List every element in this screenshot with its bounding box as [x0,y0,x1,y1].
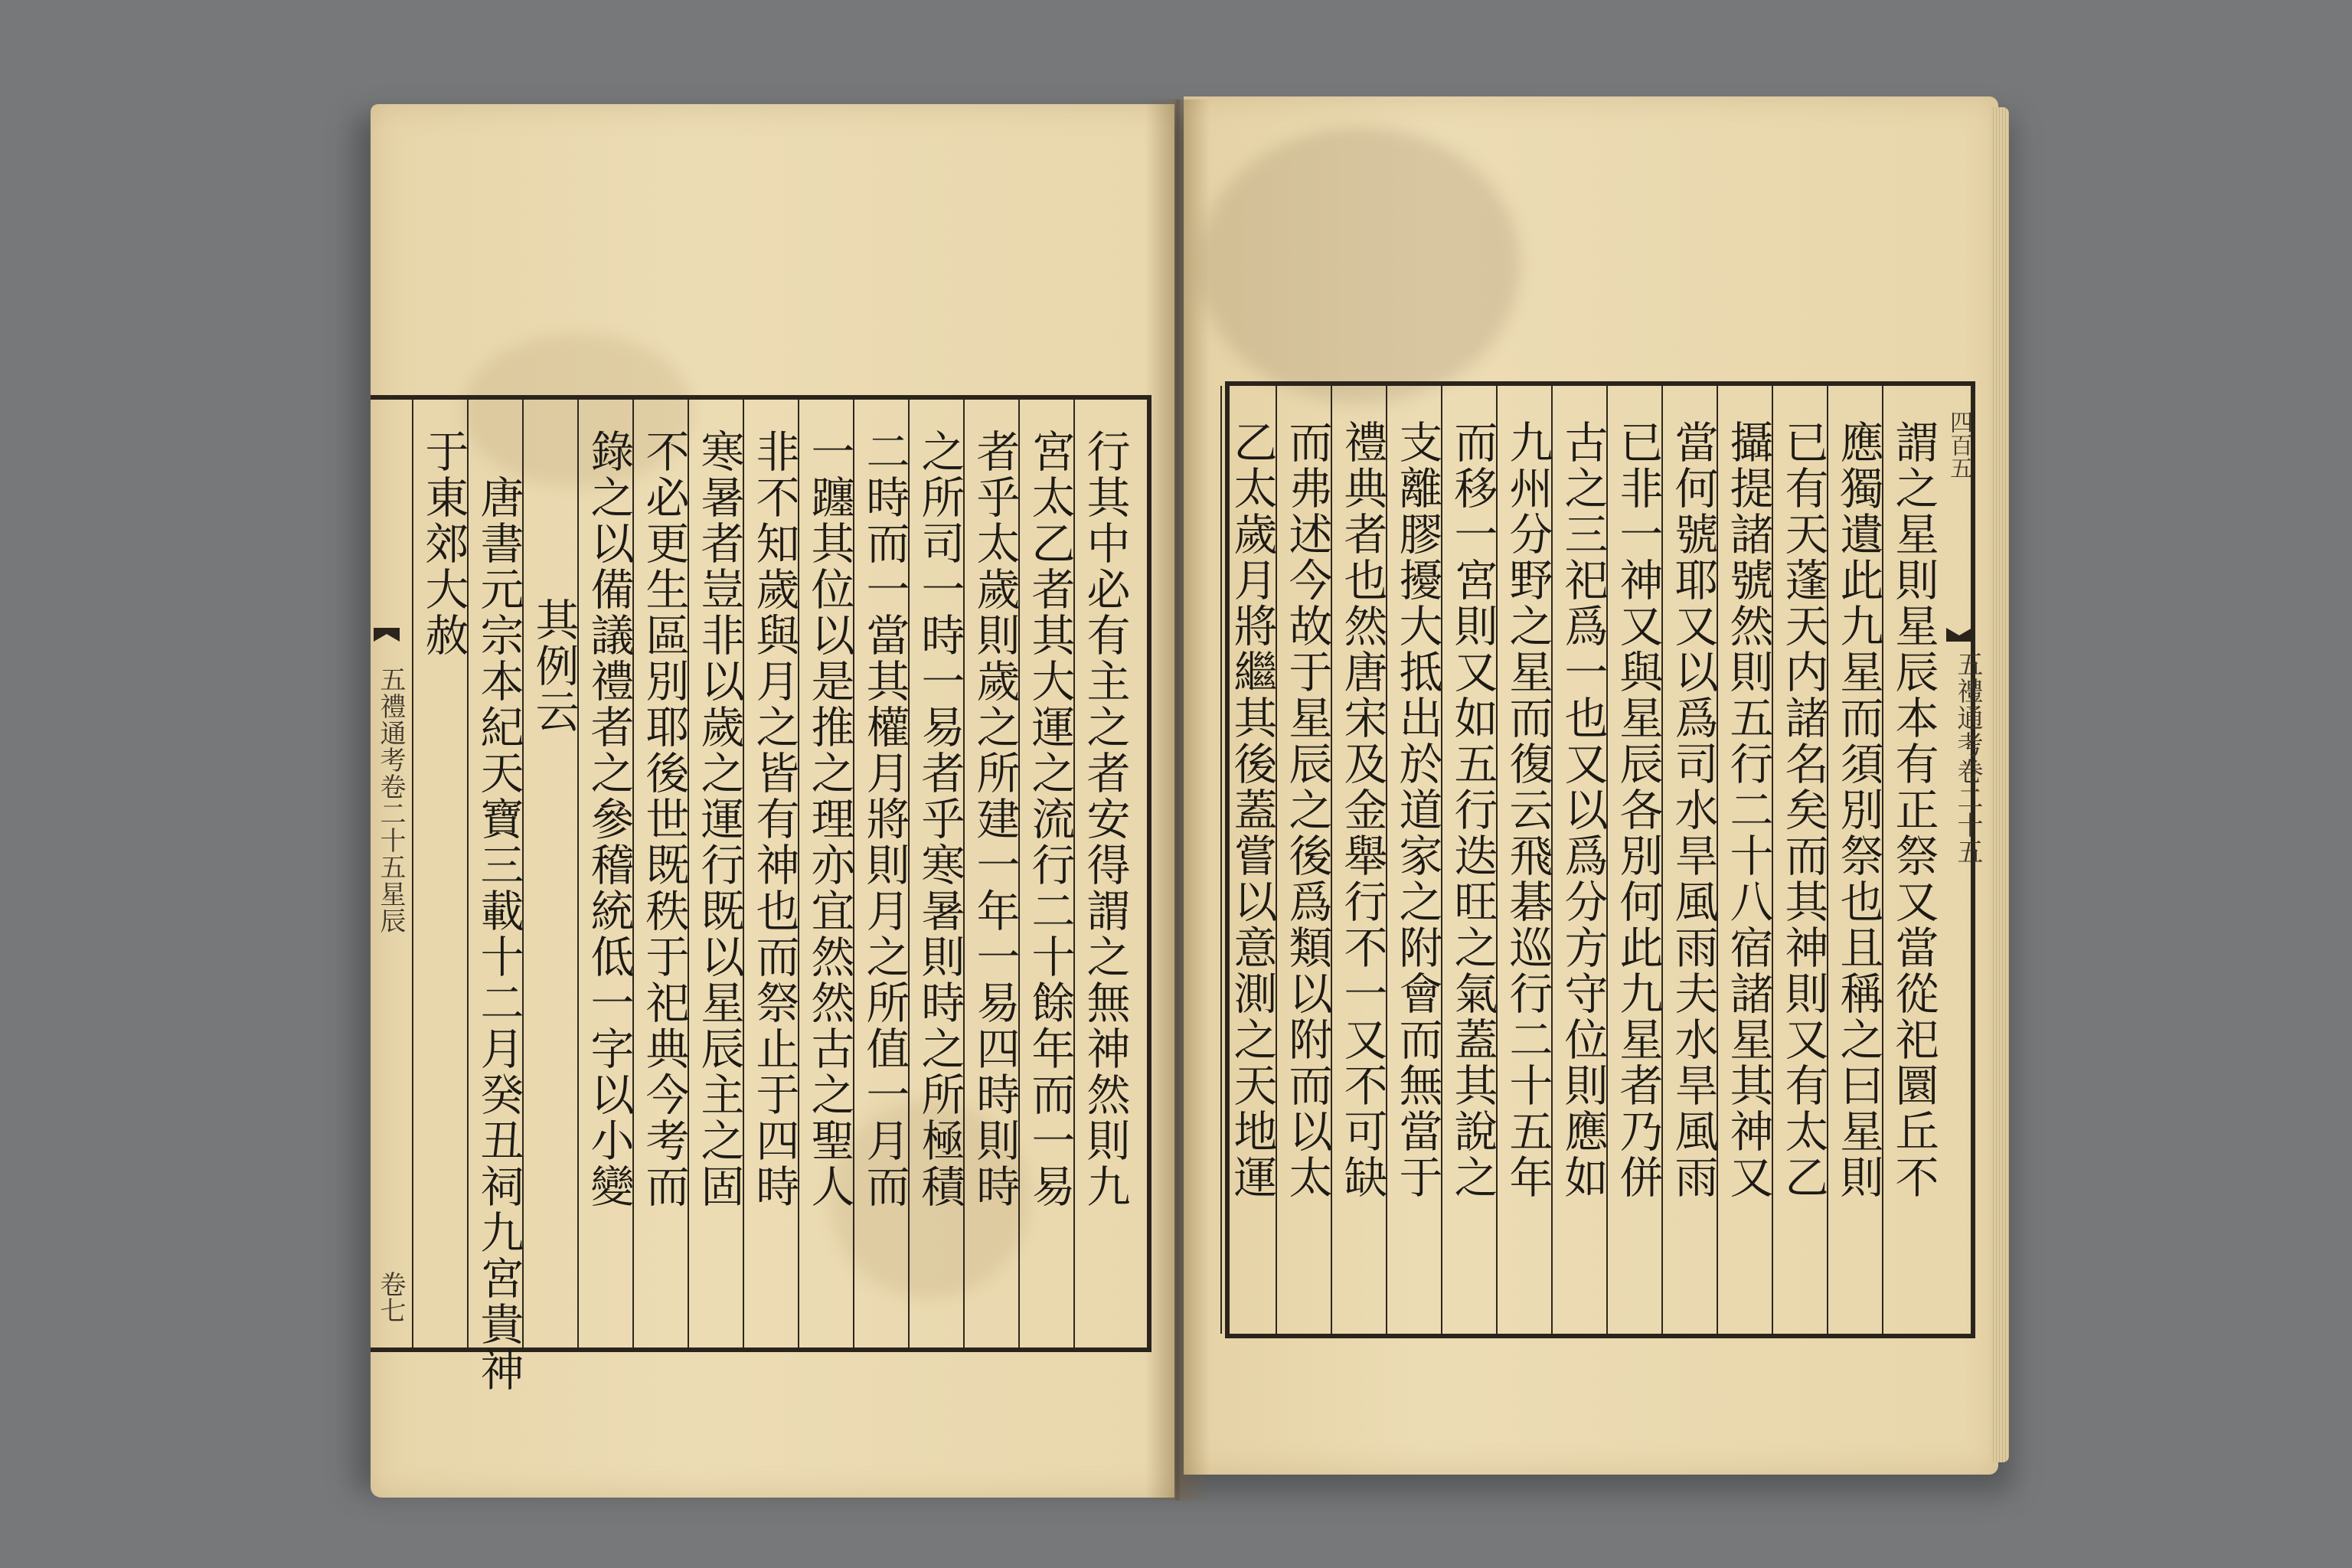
right-column-rule [1220,386,1222,1334]
left-text-column: 唐書元宗本紀天寶三載十二月癸丑祠九宮貴神 [473,475,524,1393]
right-spine-title: 五禮通考卷二十五 [1952,651,1983,865]
paper-stain [1199,127,1521,403]
left-text-column: 宮太乙者其大運之流行二十餘年而一易 [1024,429,1075,1210]
right-text-column: 應獨遺此九星而須別祭也且稱之曰星則 [1833,420,1883,1200]
book-gutter [1145,100,1210,1501]
left-column-rule [412,400,413,1348]
left-text-column: 行其中必有主之者安得謂之無神然則九 [1080,429,1130,1210]
left-text-column: 二時而一當其權月將則月之所值一月而 [859,429,910,1210]
left-text-column: 于東郊大赦 [418,429,469,658]
right-text-column: 而移一宮則又如五行迭旺之氣蓋其說之 [1447,420,1498,1200]
left-text-column: 不必更生區別耶後世既秩于祀典今考而 [639,429,689,1210]
right-text-column: 而弗述今故于星辰之後爲類以附而以太 [1282,420,1332,1200]
right-text-column: 謂之星則星辰本有正祭又當從祀圜丘不 [1888,420,1939,1200]
left-page-number: 卷七 [375,1271,406,1323]
left-text-column: 錄之以備議禮者之參稽統低一字以小變 [583,429,634,1210]
right-text-column: 禮典者也然唐宋及金舉行不一又不可缺 [1337,420,1387,1200]
right-text-column: 已非一神又與星辰各別何此九星者乃併 [1612,420,1663,1200]
right-text-column: 支離膠擾大抵出於道家之附會而無當于 [1392,420,1442,1200]
right-text-column: 已有天蓬天内諸名矣而其神則又有太乙 [1778,420,1828,1200]
right-text-column: 古之三祀爲一也又以爲分方守位則應如 [1557,420,1608,1200]
right-text-column: 九州分野之星而復云飛碁巡行二十五年 [1502,420,1553,1200]
left-text-column: 一躔其位以是推之理亦宜然然古之聖人 [804,429,854,1210]
right-text-column: 當何號耶又以爲司水旱風雨夫水旱風雨 [1668,420,1718,1200]
left-text-column: 非不知歲與月之皆有神也而祭止于四時 [749,429,799,1210]
left-text-column: 其例云 [528,597,579,735]
right-corner-mark: 四百五 [1945,410,1972,479]
left-text-column: 之所司一時一易者乎寒暑則時之所極積 [914,429,965,1210]
page-edges [1991,107,2009,1462]
left-column-rule [577,400,579,1348]
left-text-column: 者乎太歲則歲之所建一年一易四時則時 [969,429,1020,1210]
right-text-column: 攝提諸號然則五行二十八宿諸星其神又 [1723,420,1773,1200]
left-text-column: 寒暑者豈非以歲之運行既以星辰主之固 [694,429,744,1210]
left-spine-title: 五禮通考卷二十五星辰 [375,666,406,934]
right-text-column: 乙太歲月將繼其後蓋嘗以意測之天地運 [1227,420,1277,1200]
